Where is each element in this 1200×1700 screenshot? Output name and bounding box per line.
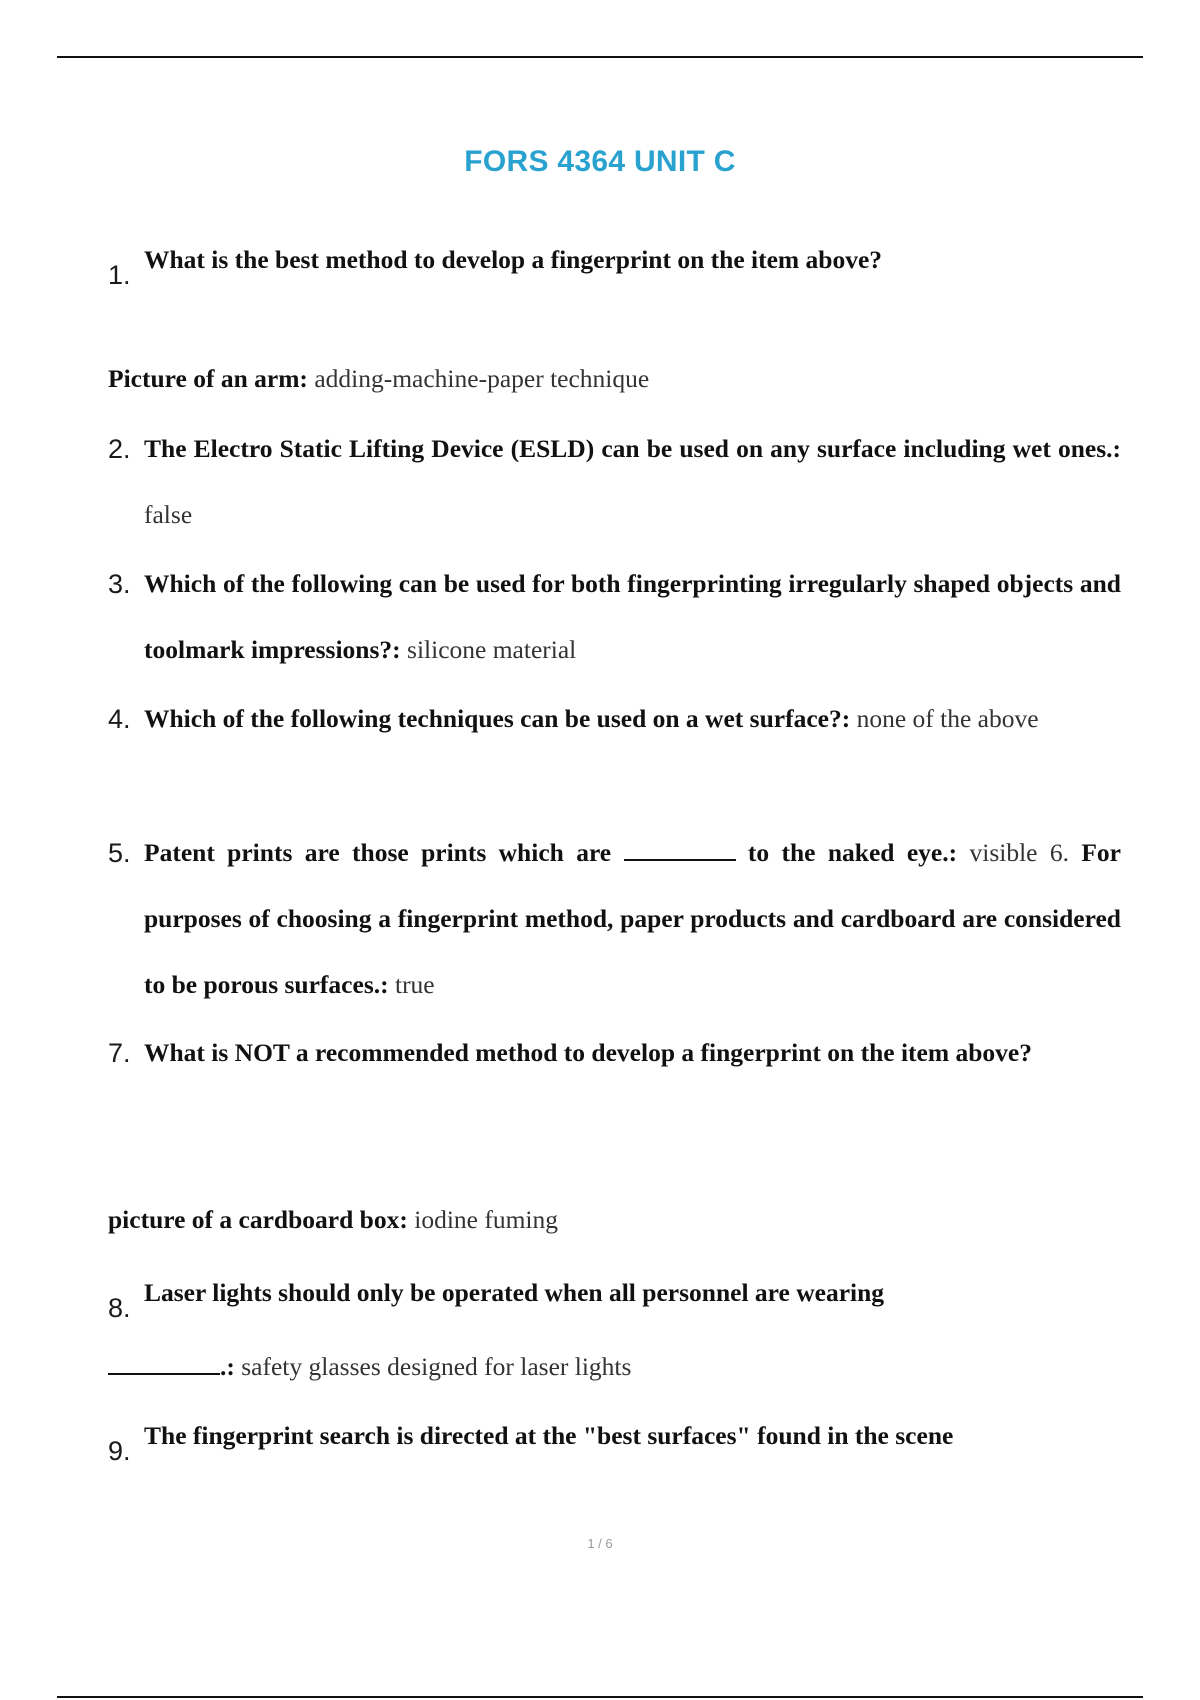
answer-text: iodine fuming [414, 1205, 559, 1234]
question-text: What is the best method to develop a fingerprint on the item above? [144, 245, 883, 274]
question-text: Which of the following techniques can be used on a wet surface?: [144, 704, 851, 733]
question-text: The Electro Static Lifting Device (ESLD) can be used on any surface including wet ones.: [144, 434, 1121, 463]
answer-text: adding-machine-paper technique [314, 364, 650, 393]
bottom-rule [57, 1696, 1143, 1698]
question-3 [108, 551, 1121, 683]
answer-text: false [144, 500, 193, 529]
answer-text: safety glasses designed for laser lights [241, 1352, 632, 1381]
top-rule [57, 56, 1143, 58]
question-6-answer: true [394, 970, 435, 999]
question-6-text: For purposes of choosing a fingerprint method, paper products and cardboard are considered to be porous surfaces.: [144, 838, 1122, 999]
question-text: What is NOT a recommended method to develop a fingerprint on the item above? [144, 1038, 1032, 1067]
question-text: The fingerprint search is directed at the "best surfaces" found in the scene [144, 1421, 954, 1450]
question-4 [108, 686, 1121, 752]
question-number: 2. [108, 434, 131, 464]
page-number: 1 / 6 [587, 1536, 613, 1551]
question-2 [108, 416, 1121, 548]
question-number: 8. [108, 1293, 131, 1323]
answer-label: .: [220, 1352, 235, 1381]
question-number: 1. [108, 260, 131, 290]
answer-text: visible 6. [969, 838, 1069, 867]
question-7 [108, 1020, 1121, 1086]
question-8 [108, 1275, 1121, 1323]
question-text-part-a: Patent prints are those prints which are [144, 838, 612, 867]
question-text-part-b: to the naked eye.: [747, 838, 958, 867]
fill-in-blank [624, 841, 736, 861]
answer-label: picture of a cardboard box: [108, 1205, 408, 1234]
answer-paragraph-8 [108, 1352, 631, 1382]
question-number: 4. [108, 704, 131, 734]
fill-in-blank [108, 1355, 220, 1375]
question-number: 9. [108, 1436, 131, 1466]
answer-label: Picture of an arm: [108, 364, 308, 393]
document-title: FORS 4364 UNIT C [464, 145, 736, 178]
question-text: Laser lights should only be operated when all personnel are wearing [144, 1278, 885, 1307]
answer-text: silicone material [407, 635, 577, 664]
question-5 [108, 820, 1121, 1018]
answer-paragraph-7 [108, 1205, 558, 1235]
question-number: 5. [108, 838, 131, 868]
question-1 [108, 242, 1121, 290]
question-9 [108, 1418, 1121, 1466]
answer-text: none of the above [856, 704, 1039, 733]
question-number: 7. [108, 1038, 131, 1068]
question-number: 3. [108, 569, 131, 599]
question-text: Which of the following can be used for both fingerprinting irregularly shaped objects and toolmark impressions?: [144, 569, 1121, 664]
answer-paragraph-1 [108, 364, 649, 394]
